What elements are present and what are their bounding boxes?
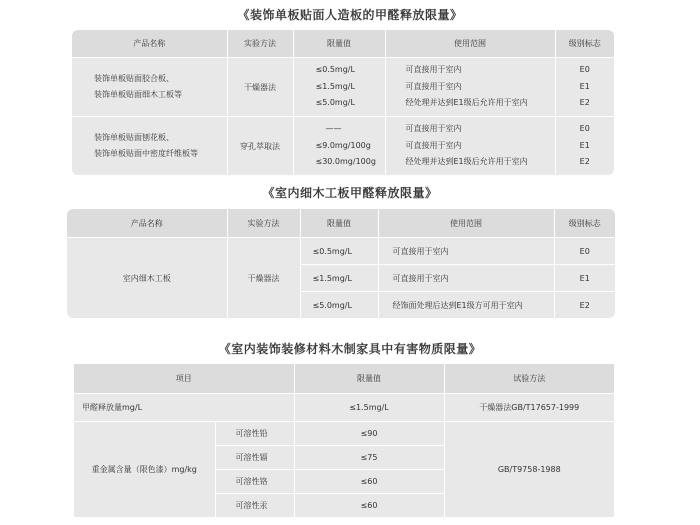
table2-formaldehyde-blockboard [67, 209, 615, 318]
t2-product: 室内细木工板 [67, 238, 227, 319]
t3-sub3-limit: ≤60 [294, 470, 444, 494]
t3-sub3-name: 可溶性铬 [215, 470, 294, 494]
table-row [72, 117, 614, 176]
t3-heavy-metal-method: GB/T9758-1988 [444, 422, 614, 518]
table-row [74, 394, 614, 422]
t3-sub4-name: 可溶性汞 [215, 494, 294, 518]
t3-sub2-limit: ≤75 [294, 446, 444, 470]
t2-header-method: 实验方法 [227, 209, 300, 238]
table1-title: 《装饰单板贴面人造板的甲醛释放限量》 [237, 8, 463, 22]
t1-r2-scope: 可直接用于室内 可直接用于室内 经处理并达到E1级后允许用于室内 [385, 117, 555, 176]
t2-header-product: 产品名称 [67, 209, 227, 238]
t3-header-item: 项目 [74, 364, 294, 394]
t1-r2-limits: —— ≤9.0mg/100g ≤30.0mg/100g [293, 117, 385, 176]
t2-header-scope: 使用范围 [378, 209, 554, 238]
t3-header-limit: 限量值 [294, 364, 444, 394]
t3-header-method: 试验方法 [444, 364, 614, 394]
t3-sub1-limit: ≤90 [294, 422, 444, 446]
t1-r2-product: 装饰单板贴面刨花板、 装饰单板贴面中密度纤维板等 [72, 117, 227, 176]
t2-r3-limit: ≤5.0mg/L [300, 292, 378, 319]
t1-r2-method: 穿孔萃取法 [227, 117, 293, 176]
table3-title: 《室内装饰装修材料木制家具中有害物质限量》 [218, 342, 482, 356]
t1-header-scope: 使用范围 [385, 30, 555, 58]
table-row [72, 58, 614, 117]
table2-title: 《室内细木工板甲醛释放限量》 [262, 186, 438, 200]
t3-sub4-limit: ≤60 [294, 494, 444, 518]
table1-formaldehyde-veneer-boards [72, 30, 614, 175]
t2-r1-grade: E0 [554, 238, 615, 265]
t1-r1-grades: E0 E1 E2 [555, 58, 614, 117]
t2-r2-grade: E1 [554, 265, 615, 292]
t1-r2-grades: E0 E1 E2 [555, 117, 614, 176]
t2-r1-scope: 可直接用于室内 [378, 238, 554, 265]
table-row [67, 238, 615, 265]
t2-header-grade: 级别标志 [554, 209, 615, 238]
t2-r1-limit: ≤0.5mg/L [300, 238, 378, 265]
t3-sub2-name: 可溶性镉 [215, 446, 294, 470]
t1-header-limit: 限量值 [293, 30, 385, 58]
t1-header-product: 产品名称 [72, 30, 227, 58]
table3-furniture-harmful-substances [74, 364, 614, 517]
t2-r3-grade: E2 [554, 292, 615, 319]
t3-formaldehyde-item: 甲醛释放量mg/L [74, 394, 294, 422]
table-row [74, 422, 614, 446]
t2-r3-scope: 经饰面处理后达到E1级方可用于室内 [378, 292, 554, 319]
t1-r1-scope: 可直接用于室内 可直接用于室内 经处理并达到E1级后允许用于室内 [385, 58, 555, 117]
t3-heavy-metal-item: 重金属含量（限色漆）mg/kg [74, 422, 215, 518]
t2-r2-limit: ≤1.5mg/L [300, 265, 378, 292]
t3-formaldehyde-method: 干燥器法GB/T17657-1999 [444, 394, 614, 422]
t3-sub1-name: 可溶性铅 [215, 422, 294, 446]
t1-r1-limits: ≤0.5mg/L ≤1.5mg/L ≤5.0mg/L [293, 58, 385, 117]
t1-header-method: 实验方法 [227, 30, 293, 58]
t1-header-grade: 级别标志 [555, 30, 614, 58]
t2-method: 干燥器法 [227, 238, 300, 319]
t2-r2-scope: 可直接用于室内 [378, 265, 554, 292]
t1-r1-product: 装饰单板贴面胶合板、 装饰单板贴面细木工板等 [72, 58, 227, 117]
t3-formaldehyde-limit: ≤1.5mg/L [294, 394, 444, 422]
t2-header-limit: 限量值 [300, 209, 378, 238]
t1-r1-method: 干燥器法 [227, 58, 293, 117]
